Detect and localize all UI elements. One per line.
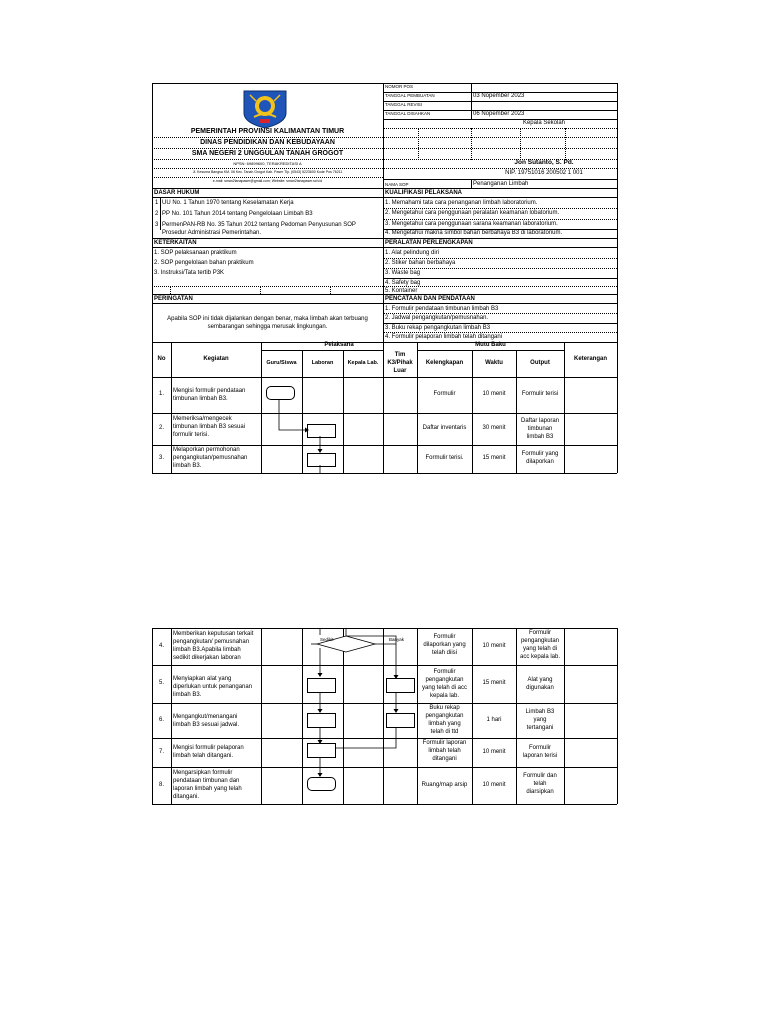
- row-3-waktu: 15 menit: [482, 455, 506, 462]
- row-5-kelengkapan-4: kepala lab.: [429, 693, 460, 699]
- col-tim-3: Luar: [393, 368, 407, 374]
- col-laboran: Laboran: [311, 360, 334, 367]
- col-output: Output: [530, 359, 550, 366]
- flow-process-7: [307, 743, 336, 758]
- row-2-no: 2.: [158, 425, 164, 432]
- row-8-kegiatan-4: ditangani.: [173, 794, 200, 800]
- header-address: Jl. Kesuma Bangsa KM. 06 Kec. Tanah Grogot Kab. Paser Tlp. (0543) 5223600 Kode Pos 76211: [192, 170, 343, 174]
- row-2-kegiatan-2: timbunan limbah B3 sesuai: [173, 424, 246, 430]
- row-7-output-2: laporan terisi: [522, 753, 558, 759]
- peralatan-item-3: 3. Waste bag: [385, 270, 421, 276]
- pencatatan-title: PENCATAAN DAN PENDATAAN: [385, 296, 475, 302]
- row-3-output-2: dilaporkan: [526, 459, 554, 465]
- col-no: No: [157, 355, 166, 362]
- row-6-kelengkapan-2: pengangkutan: [425, 713, 464, 719]
- row-7-kelengkapan-2: limbah telah: [428, 748, 461, 754]
- row-8-kegiatan-2: pendataan timbunan dan: [173, 778, 240, 784]
- row-2-kegiatan-1: Memeriksa/mengecek: [173, 416, 232, 422]
- row-3-kegiatan-3: limbah B3.: [173, 463, 202, 469]
- row-8-kegiatan-3: laporan limbah yang telah: [173, 786, 242, 792]
- row-6-kelengkapan-4: telah di ttd: [430, 729, 459, 735]
- decision-label-banyak: Banyak: [389, 637, 405, 642]
- dasar-hukum-item-3-cont: Prosedur Administrasi Pemerintahan.: [162, 230, 262, 236]
- row-4-waktu: 10 menit: [482, 642, 506, 649]
- col-guru: Guru/Siswa: [266, 360, 297, 367]
- header-line-3: SMA NEGERI 2 UNGGULAN TANAH GROGOT: [191, 150, 344, 157]
- row-6-kelengkapan-1: Buku rekap: [429, 705, 460, 711]
- row-6-kegiatan-1: Mengangkut/menangani: [173, 714, 238, 720]
- dasar-hukum-no-1: 1: [155, 200, 159, 206]
- row-5-kelengkapan-2: pengangkutan: [425, 677, 464, 683]
- header-email: e-mail: sman2tanapaser@gmail.com; Website: sman2tanapaser.sch.id: [212, 179, 323, 183]
- row-2-kegiatan-3: formulir terisi.: [173, 432, 210, 438]
- row-4-kelengkapan-1: Formulir: [433, 634, 456, 640]
- flow-process-6-tim: [386, 713, 415, 728]
- row-1-kegiatan-1: Mengisi formulir pendataan: [173, 388, 246, 394]
- row-1-kelengkapan: Formulir: [433, 391, 456, 398]
- col-kepala: Kepala Lab.: [347, 360, 379, 367]
- row-4-kegiatan-3: limbah B3.Apabila limbah: [173, 647, 241, 653]
- row-4-output-3: yang telah di: [522, 646, 558, 652]
- row-4-kegiatan-1: Memberikan keputusan terkait: [173, 631, 254, 637]
- dasar-hukum-title: DASAR HUKUM: [154, 190, 200, 196]
- row-8-output-2: telah: [533, 781, 547, 787]
- pencatatan-item-3: 3. Buku rekap pengangkutan limbah B3: [385, 325, 491, 331]
- col-waktu: Waktu: [485, 359, 503, 366]
- row-7-waktu: 10 menit: [482, 748, 506, 755]
- header-line-1: PEMERINTAH PROVINSI KALIMANTAN TIMUR: [190, 128, 345, 135]
- meta-label-pembuatan: TANGGAL PEMBUATAN: [385, 93, 435, 98]
- dasar-hukum-no-3: 3: [155, 222, 159, 228]
- col-tim-2: K3/Pihak: [387, 360, 413, 366]
- row-6-output-2: yang: [533, 717, 547, 723]
- flow-end-terminator: [307, 777, 336, 791]
- row-8-kegiatan-1: Mengarsipkan formulir: [173, 770, 233, 776]
- dasar-hukum-item-2: PP No. 101 Tahun 2014 tentang Pengelolaan Limbah B3: [162, 211, 313, 217]
- dasar-hukum-no-2: 2: [155, 211, 159, 217]
- row-4-kelengkapan-3: telah diisi: [431, 650, 457, 656]
- row-7-kegiatan-2: limbah telah ditangani.: [173, 753, 234, 759]
- row-7-kegiatan-1: Mengisi formulir pelaporan: [173, 745, 244, 751]
- row-1-waktu: 10 menit: [482, 391, 506, 398]
- peringatan-title: PERINGATAN: [154, 296, 193, 302]
- meta-label-revisi: TANGGAL REVISI: [385, 102, 423, 107]
- peralatan-item-4: 4. Safety bag: [385, 280, 421, 286]
- row-8-output-1: Formulir dan: [523, 773, 557, 779]
- row-7-no: 7.: [158, 748, 164, 755]
- nama-sop-value: Penanganan Limbah: [473, 181, 529, 187]
- keterkaitan-item-2: 2. SOP pengelolaan bahan praktikum: [154, 260, 254, 266]
- row-8-kelengkapan: Ruang/map arsip: [421, 781, 468, 788]
- keterkaitan-item-1: 1. SOP pelaksanaan praktikum: [154, 250, 237, 256]
- row-1-kegiatan-2: timbunan limbah B3.: [173, 396, 228, 402]
- row-4-kegiatan-2: pengangkutan/ pemusnahan: [173, 639, 250, 645]
- col-mutu: Mutu Baku: [475, 342, 506, 349]
- row-5-kelengkapan-1: Formulir: [433, 669, 456, 675]
- dasar-hukum-item-3: PermenPAN-RB No. 35 Tahun 2012 tentang Pedoman Penyusunan SOP: [162, 222, 356, 228]
- row-8-no: 8.: [158, 781, 164, 788]
- flow-connectors-page-1: [261, 377, 417, 473]
- meta-value-pembuatan: 03 Nopember 2023: [473, 93, 525, 99]
- col-pelaksana: Pelaksana: [324, 342, 354, 349]
- row-3-kegiatan-2: pengangkutan/pemusnahan: [173, 455, 248, 461]
- row-2-output-2: timbunan: [527, 426, 553, 432]
- row-4-no: 4.: [158, 642, 164, 649]
- row-5-no: 5.: [158, 680, 164, 687]
- row-5-kegiatan-3: limbah B3.: [173, 692, 202, 698]
- header-npsn: NPSN: 69899600, TERAKREDITASI A: [233, 161, 302, 166]
- meta-value-disahkan: 06 Nopember 2023: [473, 111, 525, 117]
- row-2-output-3: limbah B3: [526, 434, 554, 440]
- col-keterangan: Keterangan: [573, 355, 607, 362]
- row-5-output-1: Alat yang: [527, 677, 553, 683]
- row-1-output: Formulir terisi: [521, 391, 559, 398]
- row-5-kelengkapan-3: yang telah di acc: [421, 685, 468, 691]
- row-2-output-1: Daftar laporan: [520, 418, 560, 424]
- nama-sop-label: NAMA SOP: [385, 182, 409, 187]
- approver-name: Jon Sutanto, S. Pd.: [514, 159, 574, 166]
- row-4-kegiatan-4: sedikit dikerjakan laboran: [173, 655, 241, 661]
- peralatan-item-2: 2. Stiker bahan berbahaya: [385, 260, 456, 266]
- row-4-kelengkapan-2: dilaporkan yang: [423, 642, 466, 648]
- row-5-output-2: digunakan: [526, 685, 554, 691]
- flow-process-6-laboran: [307, 713, 336, 728]
- row-5-waktu: 15 menit: [482, 680, 506, 687]
- pencatatan-item-1: 1. Formulir pendataan timbunan limbah B3: [385, 306, 499, 312]
- peralatan-item-1: 1. Alat pelindung diri: [385, 250, 440, 256]
- peralatan-title: PERALATAN PERLENGKAPAN: [385, 240, 473, 246]
- row-5-kegiatan-1: Menyiapkan alat yang: [173, 676, 232, 682]
- flow-process-5-laboran: [307, 678, 336, 693]
- kualifikasi-item-1: 1. Memahami tata cara penanganan limbah laboratorium.: [385, 200, 538, 206]
- decision-label-sedikit: Sedikit: [320, 637, 334, 642]
- row-4-output-2: pengangkutan: [520, 638, 560, 644]
- row-3-kegiatan-1: Melaporkan permohonan: [173, 447, 240, 453]
- row-6-no: 6.: [158, 716, 164, 723]
- peringatan-text-2: sembarangan sehingga merusak lingkungan.: [207, 324, 328, 330]
- row-7-output-1: Formulir: [529, 745, 551, 751]
- approver-nip: NIP. 19751016 200502 1 001: [505, 170, 583, 176]
- row-2-kelengkapan: Daftar inventaris: [422, 425, 467, 432]
- pencatatan-item-4: 4. Formulir pelaporan limbah telah ditangani: [385, 334, 503, 340]
- meta-label-disahkan: TANGGAL DISAHKAN: [385, 111, 431, 116]
- row-2-waktu: 30 menit: [482, 425, 506, 432]
- row-6-waktu: 1 hari: [486, 716, 502, 723]
- row-8-output-3: diarsipkan: [526, 789, 554, 795]
- row-4-output-4: acc kepala lab.: [519, 654, 561, 660]
- keterkaitan-title: KETERKAITAN: [154, 240, 197, 246]
- approver-title: Kepala Sekolah: [522, 120, 566, 126]
- header-line-2: DINAS PENDIDIKAN DAN KEBUDAYAAN: [200, 139, 335, 146]
- row-5-kegiatan-2: diperlukan untuk penanganan: [173, 684, 253, 690]
- row-6-kelengkapan-3: limbah yang: [428, 721, 461, 727]
- kualifikasi-item-4: 4. Mengetahui makna simbol bahan berbahaya B3 di laboratorium.: [385, 230, 563, 236]
- kualifikasi-item-3: 3. Mengetahui cara penggunaan sarana keamanan laboratorium.: [385, 221, 558, 227]
- row-1-no: 1.: [158, 391, 164, 398]
- peringatan-text-1: Apabila SOP ini tidak dijalankan dengan benar, maka limbah akan terbuang: [167, 316, 368, 322]
- col-kelengkapan: Kelengkapan: [425, 359, 464, 366]
- row-6-output-1: Limbah B3: [525, 709, 555, 715]
- row-7-kelengkapan-1: Formulir laporan: [422, 740, 467, 746]
- row-4-output-1: Formulir: [529, 630, 551, 636]
- flow-process-5-tim: [386, 678, 415, 693]
- row-6-output-3: tertangani: [526, 725, 554, 731]
- col-kegiatan: Kegiatan: [203, 355, 229, 362]
- kualifikasi-title: KUALIFIKASI PELAKSANA: [385, 190, 463, 196]
- row-8-waktu: 10 menit: [482, 781, 506, 788]
- pencatatan-item-2: 2. Jadwal pengangkutan/pemusnahan.: [385, 315, 489, 321]
- row-6-kegiatan-2: limbah B3 sesuai jadwal.: [173, 722, 240, 728]
- row-7-kelengkapan-3: ditangani: [432, 756, 457, 762]
- dasar-hukum-item-1: UU No. 1 Tahun 1970 tentang Keselamatan Kerja: [162, 200, 294, 206]
- province-emblem-icon: [240, 87, 290, 129]
- kualifikasi-item-2: 2. Mengetahui cara penggunaan peralatan keamanan lobatorium.: [385, 210, 560, 216]
- row-3-kelengkapan: Formulir terisi.: [425, 455, 464, 462]
- keterkaitan-item-3: 3. Instruksi/Tata tertib P3K: [154, 270, 225, 276]
- row-3-output-1: Formulir yang: [521, 451, 559, 457]
- peralatan-item-5: 5. Kontainer: [385, 288, 418, 294]
- meta-label-nomor: NOMOR POS: [385, 84, 414, 89]
- col-tim-1: Tim: [394, 352, 406, 358]
- row-3-no: 3.: [158, 455, 164, 462]
